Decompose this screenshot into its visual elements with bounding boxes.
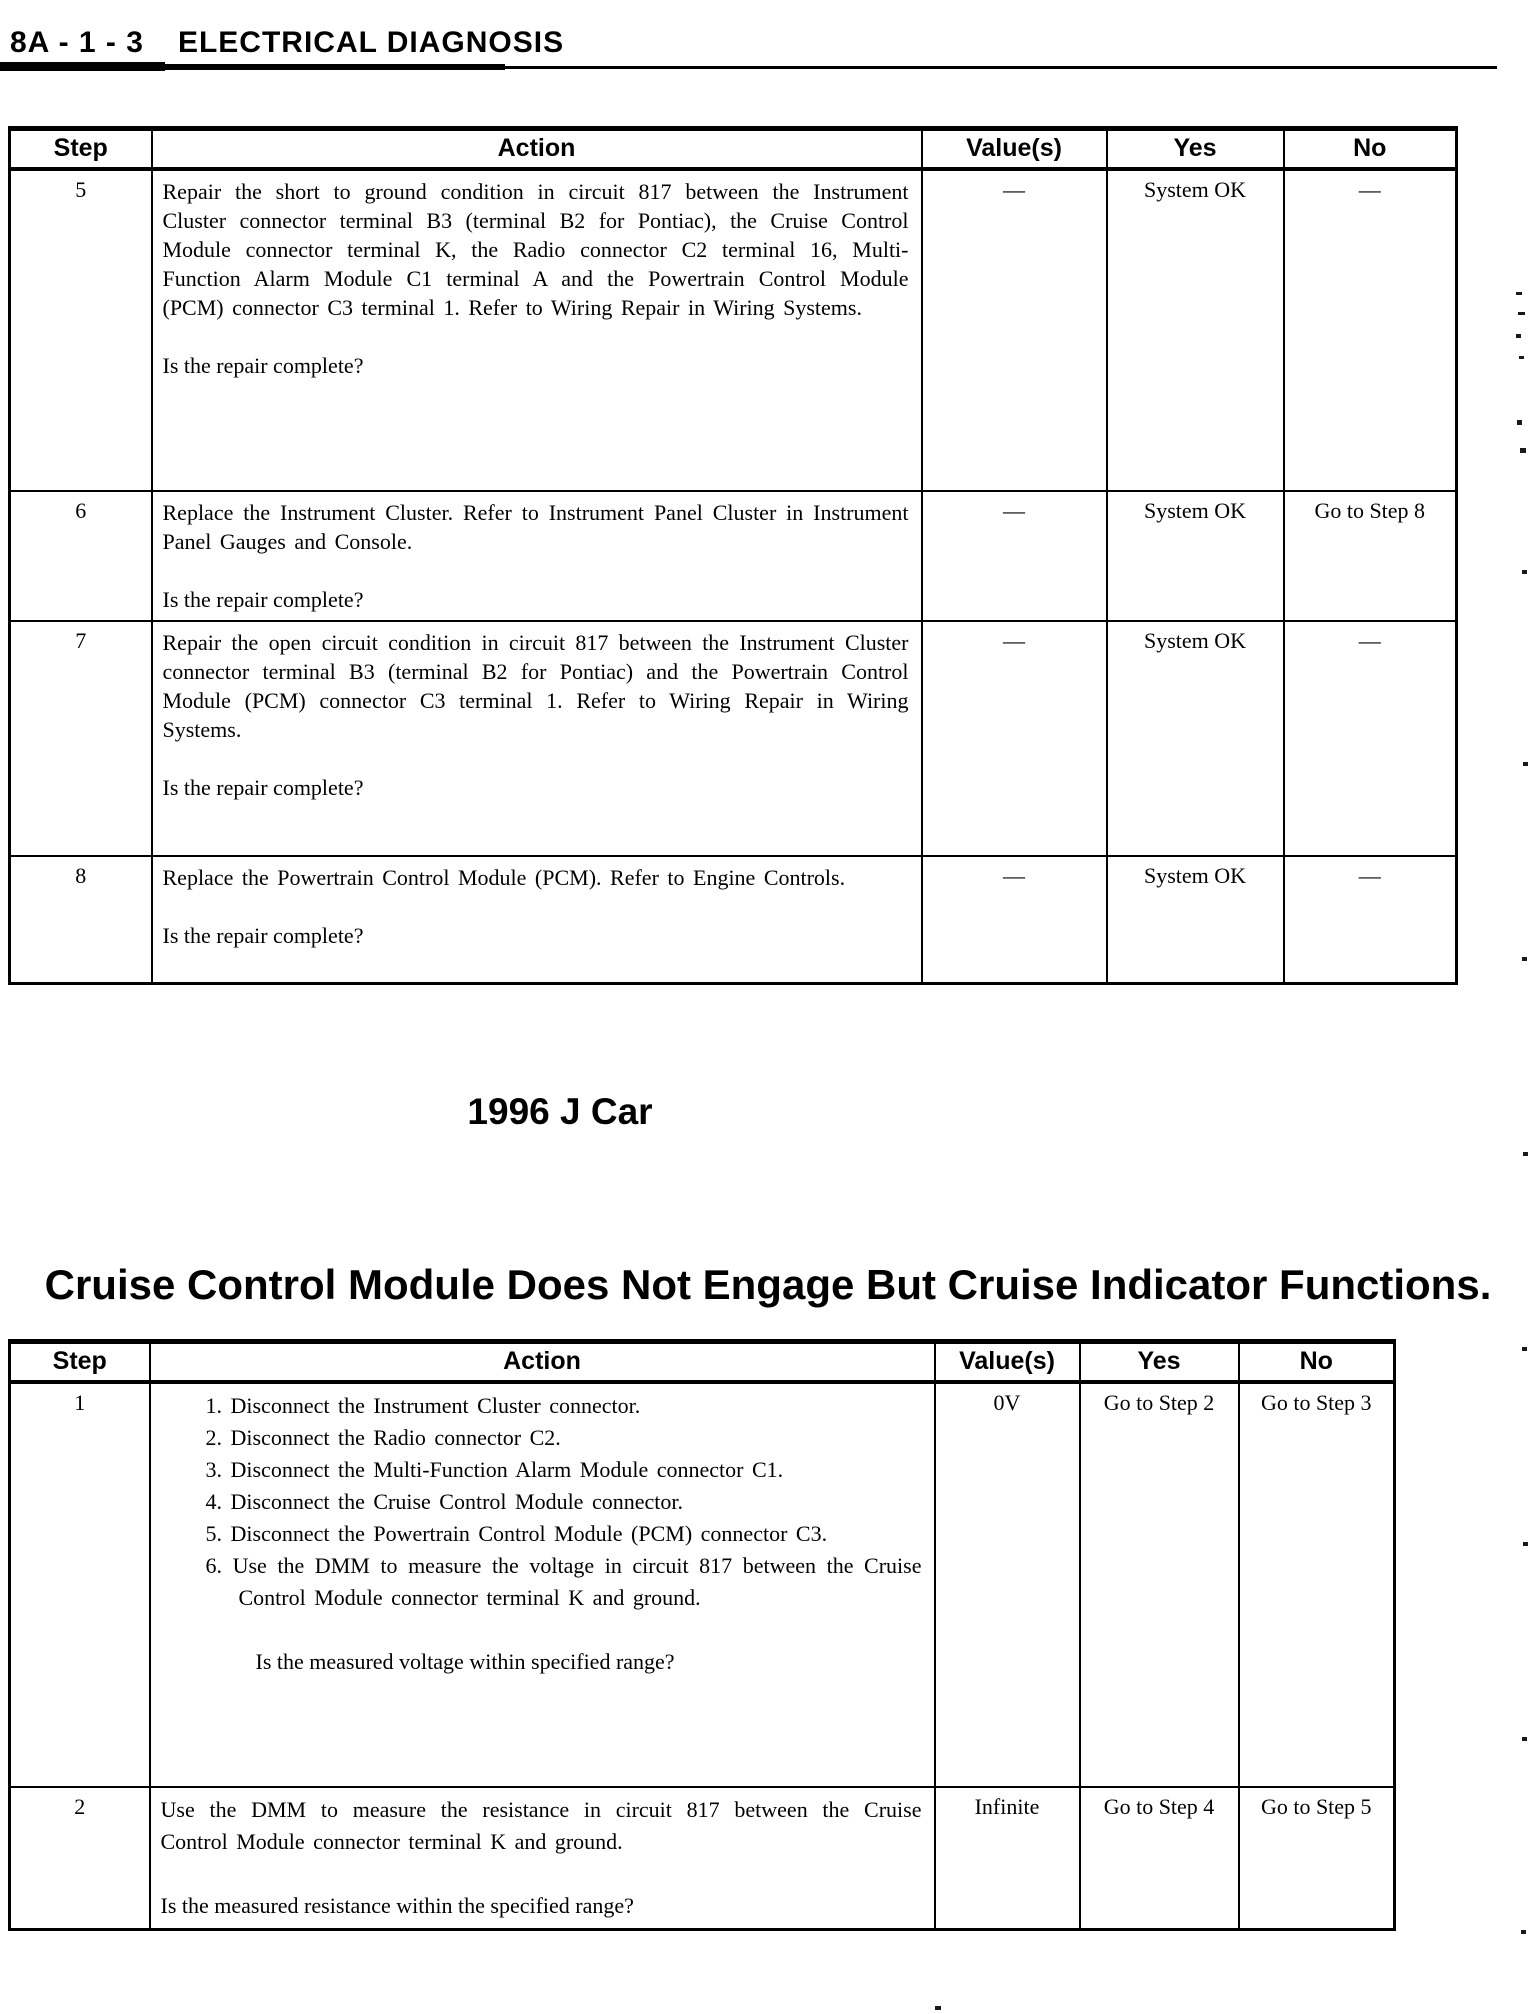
action-question: Is the repair complete?: [162, 587, 364, 612]
model-year-heading: 1996 J Car: [467, 1090, 653, 1132]
column-header-step: Step: [10, 1341, 150, 1382]
page-title: ELECTRICAL DIAGNOSIS: [177, 26, 565, 59]
header-rule: [0, 62, 1536, 74]
table-row: [10, 491, 1457, 621]
scan-artifact: [1523, 1152, 1528, 1156]
table-header-row: [10, 129, 1457, 170]
scan-artifact: [1522, 1347, 1527, 1351]
diagnosis-table-lower: [8, 1339, 1396, 1931]
step-cell: 2: [10, 1787, 150, 1930]
action-cell: [152, 856, 922, 983]
no-cell: —: [1284, 169, 1457, 491]
column-header-values: Value(s): [935, 1341, 1080, 1382]
scan-artifact: [1518, 312, 1525, 315]
action-list-item: 1. Disconnect the Instrument Cluster connector.: [205, 1392, 641, 1418]
action-cell: [150, 1787, 935, 1930]
scan-artifact: [1521, 1930, 1526, 1934]
action-question: Is the repair complete?: [162, 353, 364, 378]
diagnosis-table-upper: [8, 126, 1458, 985]
scan-artifact: [1522, 1737, 1527, 1741]
action-question: Is the repair complete?: [162, 775, 364, 800]
scan-artifact: [1522, 570, 1527, 574]
action-list-item: 2. Disconnect the Radio connector C2.: [205, 1424, 561, 1450]
values-cell: Infinite: [935, 1787, 1080, 1930]
action-cell: [152, 169, 922, 491]
values-cell: —: [922, 491, 1107, 621]
action-text: Replace the Powertrain Control Module (PCM). Refer to Engine Controls.: [162, 865, 846, 890]
action-text: Replace the Instrument Cluster. Refer to Instrument Panel Cluster in Instrument Panel Gauges and Console.: [162, 500, 909, 554]
action-question: Is the repair complete?: [162, 923, 364, 948]
values-cell: —: [922, 169, 1107, 491]
scan-artifact: [1519, 356, 1524, 359]
column-header-values: Value(s): [922, 129, 1107, 170]
values-cell: —: [922, 856, 1107, 983]
action-list-item: 6. Use the DMM to measure the voltage in circuit 817 between the Cruise Control Module connector terminal K and ground.: [205, 1552, 922, 1610]
action-question: Is the measured voltage within specified range?: [255, 1648, 675, 1674]
no-cell: Go to Step 3: [1239, 1382, 1395, 1787]
scan-artifact: [935, 2006, 941, 2010]
action-text: Use the DMM to measure the resistance in circuit 817 between the Cruise Control Module connector terminal K and ground.: [160, 1796, 922, 1854]
column-header-step: Step: [10, 129, 152, 170]
page-section-code: 8A - 1 - 3: [10, 26, 144, 59]
action-cell: [152, 621, 922, 856]
no-cell: Go to Step 5: [1239, 1787, 1395, 1930]
scan-artifact: [1522, 957, 1527, 961]
step-cell: 5: [10, 169, 152, 491]
scan-artifact: [1523, 1542, 1528, 1546]
no-cell: —: [1284, 856, 1457, 983]
step-cell: 7: [10, 621, 152, 856]
action-list-item: 3. Disconnect the Multi-Function Alarm Module connector C1.: [205, 1456, 784, 1482]
table-header-row: [10, 1341, 1395, 1382]
yes-cell: System OK: [1107, 491, 1284, 621]
action-cell: [150, 1382, 935, 1787]
action-text: Repair the short to ground condition in circuit 817 between the Instrument Cluster connector terminal B3 (terminal B2 for Pontiac), the Cruise Control Module connector terminal K, the Radio connector C2 terminal 16, Multi-Function Alarm Module C1 terminal A and the Powertrain Control Module (PCM) connector C3 terminal 1. Refer to Wiring Repair in Wiring Systems.: [162, 179, 909, 320]
column-header-action: Action: [150, 1341, 935, 1382]
table-row: [10, 169, 1457, 491]
column-header-no: No: [1284, 129, 1457, 170]
column-header-yes: Yes: [1080, 1341, 1239, 1382]
scan-artifact: [1516, 292, 1522, 295]
step-cell: 1: [10, 1382, 150, 1787]
table-row: [10, 1382, 1395, 1787]
yes-cell: System OK: [1107, 169, 1284, 491]
step-cell: 6: [10, 491, 152, 621]
table-row: [10, 621, 1457, 856]
column-header-action: Action: [152, 129, 922, 170]
table-row: [10, 856, 1457, 983]
values-cell: —: [922, 621, 1107, 856]
yes-cell: System OK: [1107, 621, 1284, 856]
values-cell: 0V: [935, 1382, 1080, 1787]
action-text: Repair the open circuit condition in circuit 817 between the Instrument Cluster connector terminal B3 (terminal B2 for Pontiac) and the Powertrain Control Module (PCM) connector C3 terminal 1. Refer to Wiring Repair in Wiring Systems.: [162, 630, 909, 742]
yes-cell: Go to Step 4: [1080, 1787, 1239, 1930]
section-title: Cruise Control Module Does Not Engage But Cruise Indicator Functions.: [44, 1260, 1492, 1308]
no-cell: —: [1284, 621, 1457, 856]
action-cell: [152, 491, 922, 621]
no-cell: Go to Step 8: [1284, 491, 1457, 621]
action-list-item: 5. Disconnect the Powertrain Control Module (PCM) connector C3.: [205, 1520, 828, 1546]
action-list-item: 4. Disconnect the Cruise Control Module connector.: [205, 1488, 683, 1514]
page-header: [0, 0, 1536, 60]
scan-artifact: [1520, 448, 1526, 453]
yes-cell: System OK: [1107, 856, 1284, 983]
table-row: [10, 1787, 1395, 1930]
header-rule-thin: [0, 66, 1497, 69]
yes-cell: Go to Step 2: [1080, 1382, 1239, 1787]
scan-artifact: [1523, 762, 1528, 766]
scan-artifact: [1517, 420, 1522, 425]
action-question: Is the measured resistance within the specified range?: [160, 1892, 634, 1918]
column-header-yes: Yes: [1107, 129, 1284, 170]
scan-artifact: [1516, 334, 1521, 338]
column-header-no: No: [1239, 1341, 1395, 1382]
step-cell: 8: [10, 856, 152, 983]
